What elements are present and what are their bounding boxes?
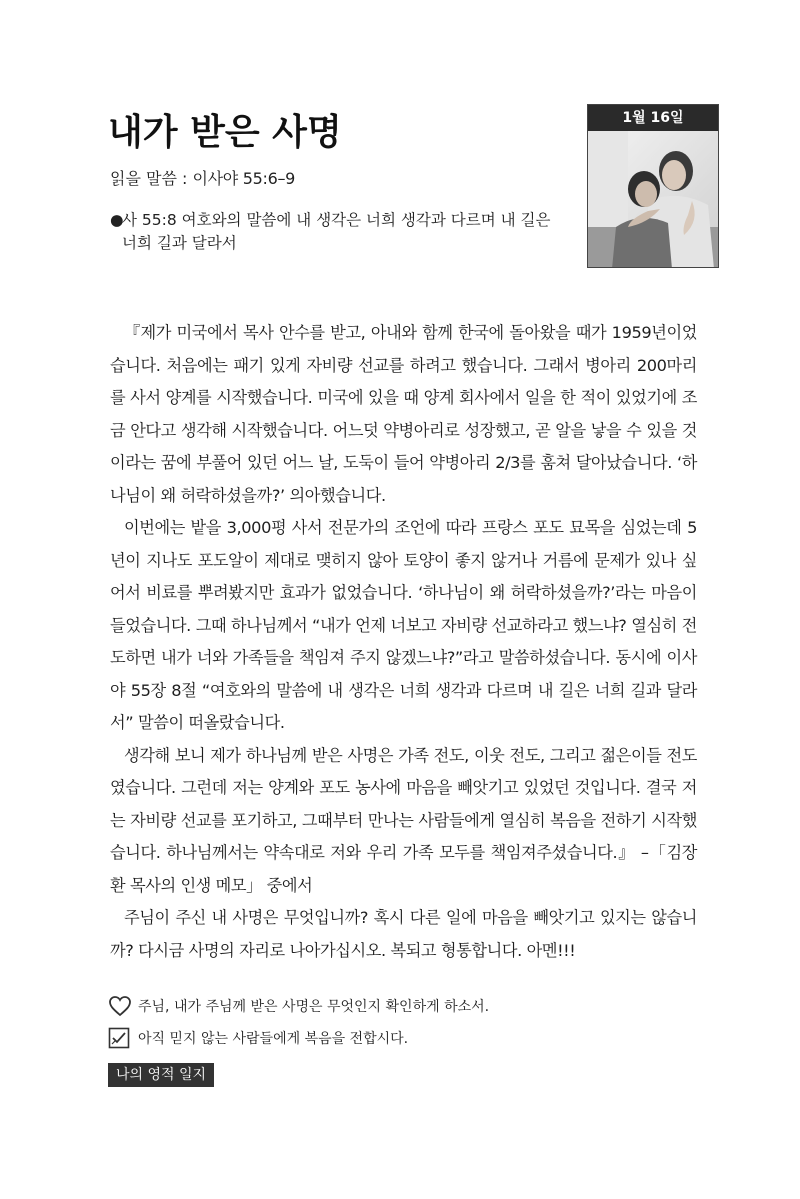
key-verse-line-2: 너희 길과 달라서 — [122, 234, 237, 252]
date-label: 1월 16일 — [588, 105, 718, 131]
reading-passage — [110, 166, 295, 189]
reading-reference: 이사야 55:6–9 — [192, 169, 296, 188]
heart-outline-icon — [108, 995, 132, 1017]
body-paragraph-4: 주님이 주신 내 사명은 무엇입니까? 혹시 다른 일에 마음을 빼앗기고 있지는 않습니까? 다시금 사명의 자리로 나아가십시오. 복되고 형통합니다. 아멘!!! — [110, 908, 697, 960]
key-verse — [110, 209, 570, 255]
action-row — [108, 1022, 708, 1054]
prayer-section — [108, 990, 708, 1054]
mother-daughter-photo — [588, 131, 718, 268]
body-paragraph-2: 이번에는 밭을 3,000평 사서 전문가의 조언에 따라 프랑스 포도 묘목을 심었는데 5년이 지나도 포도알이 제대로 맺히지 않아 토양이 좋지 않거나 거름에 문제가 있나 싶어서 비료를 뿌려봤지만 효과가 없었습니다. ‘하나님이 왜 허락하셨을까?’라는 마음이 들었습니다. 그때 하나님께서 “내가 언제 너보고 자비량 선교하라고 했느냐? 열심히 전도하면 내가 너와 가족들을 책임져 주지 않겠느냐?”라고 말씀하셨습니다. 동시에 이사야 55장 8절 “여호와의 말씀에 내 생각은 너희 생각과 다르며 내 길은 너희 길과 달라서” 말씀이 떠올랐습니다. — [110, 518, 697, 732]
prayer-row — [108, 990, 708, 1022]
body-paragraph-3: 생각해 보니 제가 하나님께 받은 사명은 가족 전도, 이웃 전도, 그리고 젊은이들 전도였습니다. 그런데 저는 양계와 포도 농사에 마음을 빼앗기고 있었던 것입니다. 결국 저는 자비량 선교를 포기하고, 그때부터 만나는 사람들에게 열심히 복음을 전하기 시작했습니다. 하나님께서는 약속대로 저와 우리 가족 모두를 책임져주셨습니다.』 –「김장환 목사의 인생 메모」 중에서 — [110, 745, 697, 895]
bullet-icon: ● — [110, 211, 124, 229]
prayer-text: 주님, 내가 주님께 받은 사명은 무엇인지 확인하게 하소서. — [138, 999, 490, 1015]
key-verse-line-1: 사 55:8 여호와의 말씀에 내 생각은 너희 생각과 다르며 내 길은 — [122, 211, 551, 229]
body-paragraph-1: 『제가 미국에서 목사 안수를 받고, 아내와 함께 한국에 돌아왔을 때가 1959년이었습니다. 처음에는 패기 있게 자비량 선교를 하려고 했습니다. 그래서 병아리 200마리를 사서 양계를 시작했습니다. 미국에 있을 때 양계 회사에서 일을 한 적이 있었기에 조금 안다고 생각해 시작했습니다. 어느덧 약병아리로 성장했고, 곧 알을 낳을 수 있을 것이라는 꿈에 부풀어 있던 어느 날, 도둑이 들어 약병아리 2/3를 훔쳐 달아났습니다. ‘하나님이 왜 허락하셨을까?’ 의아했습니다. — [110, 323, 697, 505]
date-photo-box — [587, 104, 719, 268]
action-text: 아직 믿지 않는 사람들에게 복음을 전합시다. — [138, 1031, 409, 1047]
reading-label: 읽을 말씀 : — [110, 169, 193, 188]
action-checkbox-icon — [108, 1027, 132, 1049]
page-title: 내가 받은 사명 — [108, 112, 342, 153]
spiritual-journal-label: 나의 영적 일지 — [108, 1063, 214, 1087]
devotional-body — [110, 317, 697, 967]
